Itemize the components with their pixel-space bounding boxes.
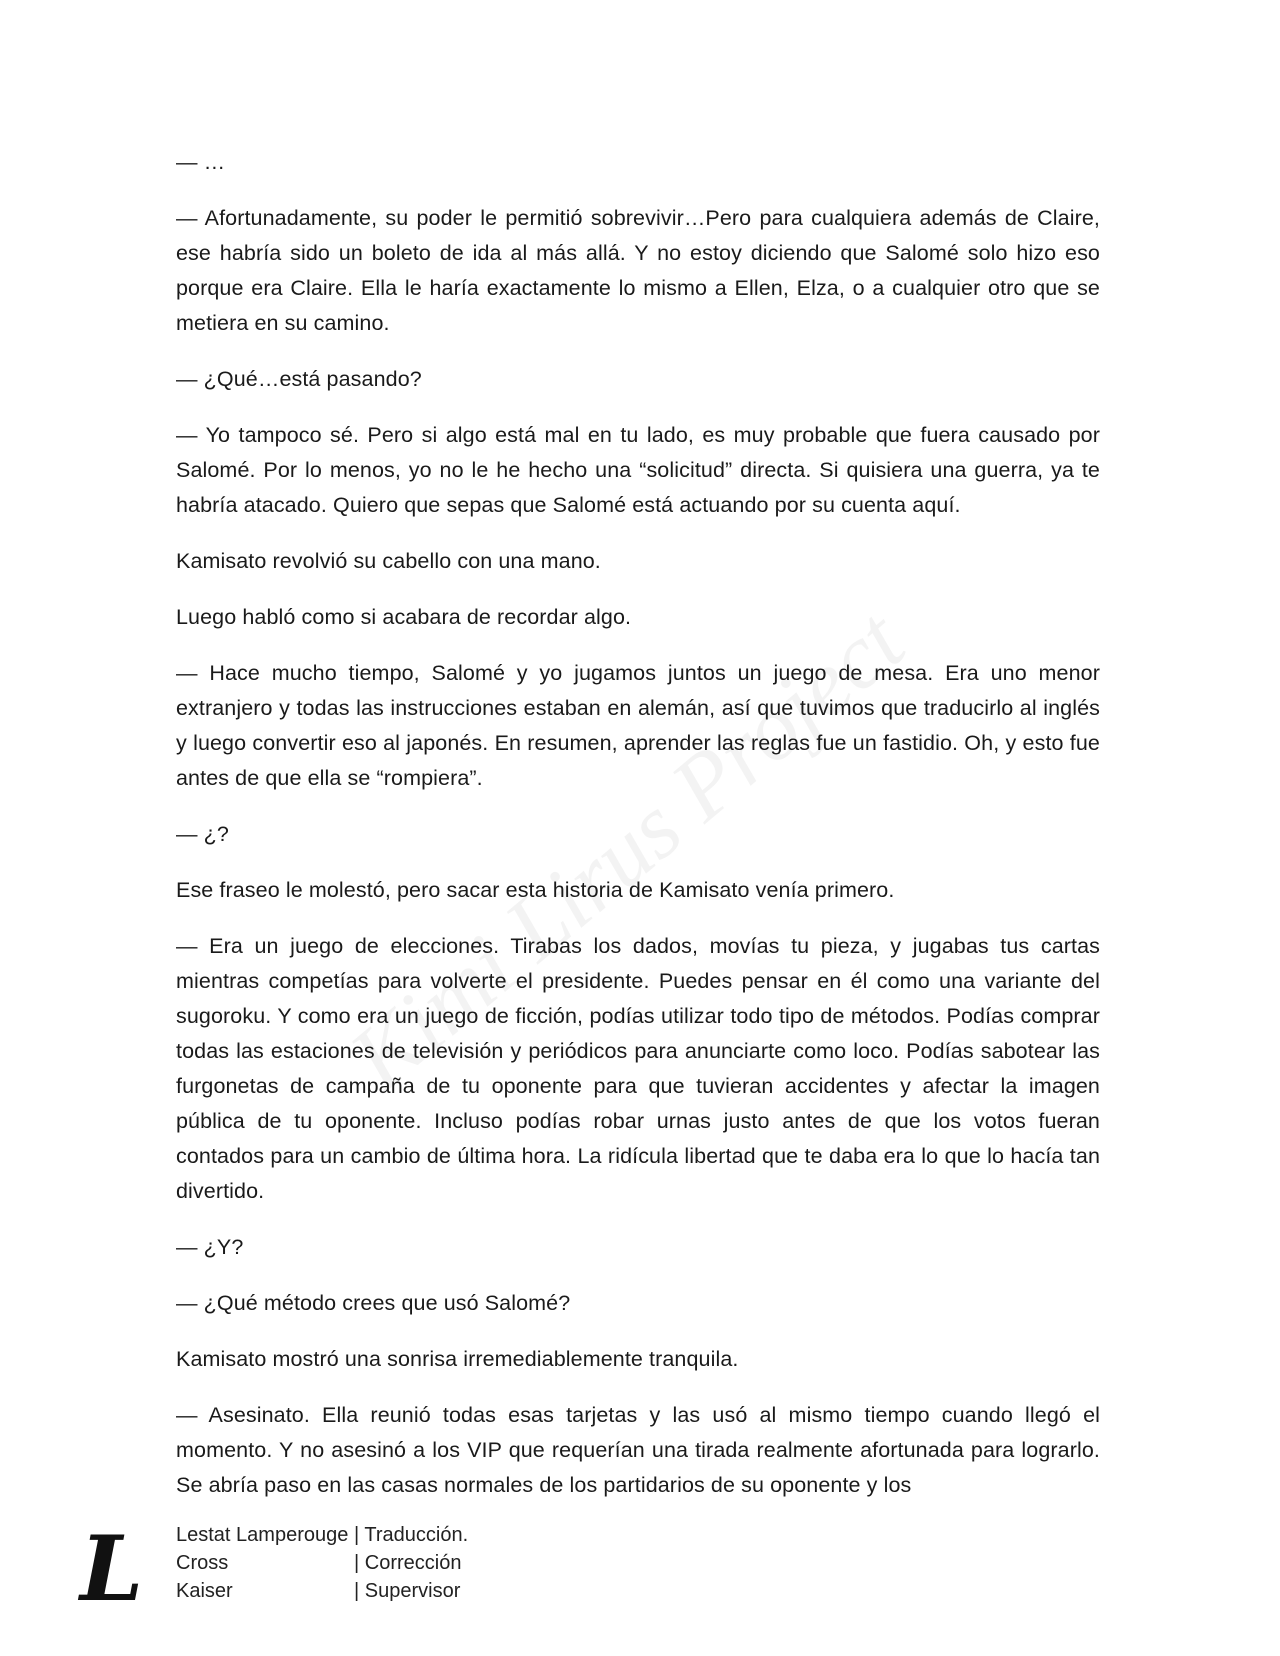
credit-row [176, 1549, 468, 1577]
paragraph: Luego habló como si acabara de recordar algo. [176, 605, 632, 629]
credit-role: | Traducción. [354, 1524, 469, 1546]
credit-row [176, 1577, 468, 1605]
page-content [176, 145, 1100, 1524]
paragraph: — Afortunadamente, su poder le permitió sobrevivir…Pero para cualquiera además de Claire, ese habría sido un boleto de ida al más allá. Y no estoy diciendo que Salomé solo hizo eso porque era Claire. Ella le haría exactamente lo mismo a Ellen, Elza, o a cualquier otro que se metiera en su camino. [176, 206, 1100, 335]
paragraph: Ese fraseo le molestó, pero sacar esta historia de Kamisato venía primero. [176, 878, 895, 902]
paragraph: — ¿Qué método crees que usó Salomé? [176, 1291, 571, 1315]
paragraph: — … [176, 150, 226, 174]
credit-role: | Corrección [354, 1552, 462, 1574]
credits [176, 1521, 468, 1605]
paragraph: Kamisato mostró una sonrisa irremediablemente tranquila. [176, 1347, 739, 1371]
credit-row [176, 1521, 468, 1549]
credit-name: Cross [176, 1552, 229, 1574]
credit-name: Lestat Lamperouge [176, 1524, 349, 1546]
paragraph: — Yo tampoco sé. Pero si algo está mal en tu lado, es muy probable que fuera causado por Salomé. Por lo menos, yo no le he hecho una “solicitud” directa. Si quisiera una guerra, ya te habría atacado. Quiero que sepas que Salomé está actuando por su cuenta aquí. [176, 423, 1100, 517]
paragraph: — ¿Y? [176, 1235, 244, 1259]
paragraph: — ¿Qué…está pasando? [176, 367, 422, 391]
logo: L [80, 1516, 144, 1622]
paragraph: — Era un juego de elecciones. Tirabas los dados, movías tu pieza, y jugabas tus cartas mientras competías para volverte el presidente. Puedes pensar en él como una variante del sugoroku. Y como era un juego de ficción, podías utilizar todo tipo de métodos. Podías comprar todas las estaciones de televisión y periódicos para anunciarte como loco. Podías sabotear las furgonetas de campaña de tu oponente para que tuvieran accidentes y afectar la imagen pública de tu oponente. Incluso podías robar urnas justo antes de que los votos fueran contados para un cambio de última hora. La ridícula libertad que te daba era lo que lo hacía tan divertido. [176, 934, 1100, 1203]
credit-role: | Supervisor [354, 1580, 461, 1602]
paragraph: — ¿? [176, 822, 229, 846]
paragraph: Kamisato revolvió su cabello con una mano. [176, 549, 601, 573]
page-footer [0, 1516, 1280, 1631]
paragraph: — Asesinato. Ella reunió todas esas tarjetas y las usó al mismo tiempo cuando llegó el momento. Y no asesinó a los VIP que requerían una tirada realmente afortunada para lograrlo. Se abría paso en las casas normales de los partidarios de su oponente y los [176, 1403, 1100, 1497]
credit-name: Kaiser [176, 1580, 233, 1602]
paragraph: — Hace mucho tiempo, Salomé y yo jugamos juntos un juego de mesa. Era uno menor extranjero y todas las instrucciones estaban en alemán, así que tuvimos que traducirlo al inglés y luego convertir eso al japonés. En resumen, aprender las reglas fue un fastidio. Oh, y esto fue antes de que ella se “rompiera”. [176, 661, 1100, 790]
